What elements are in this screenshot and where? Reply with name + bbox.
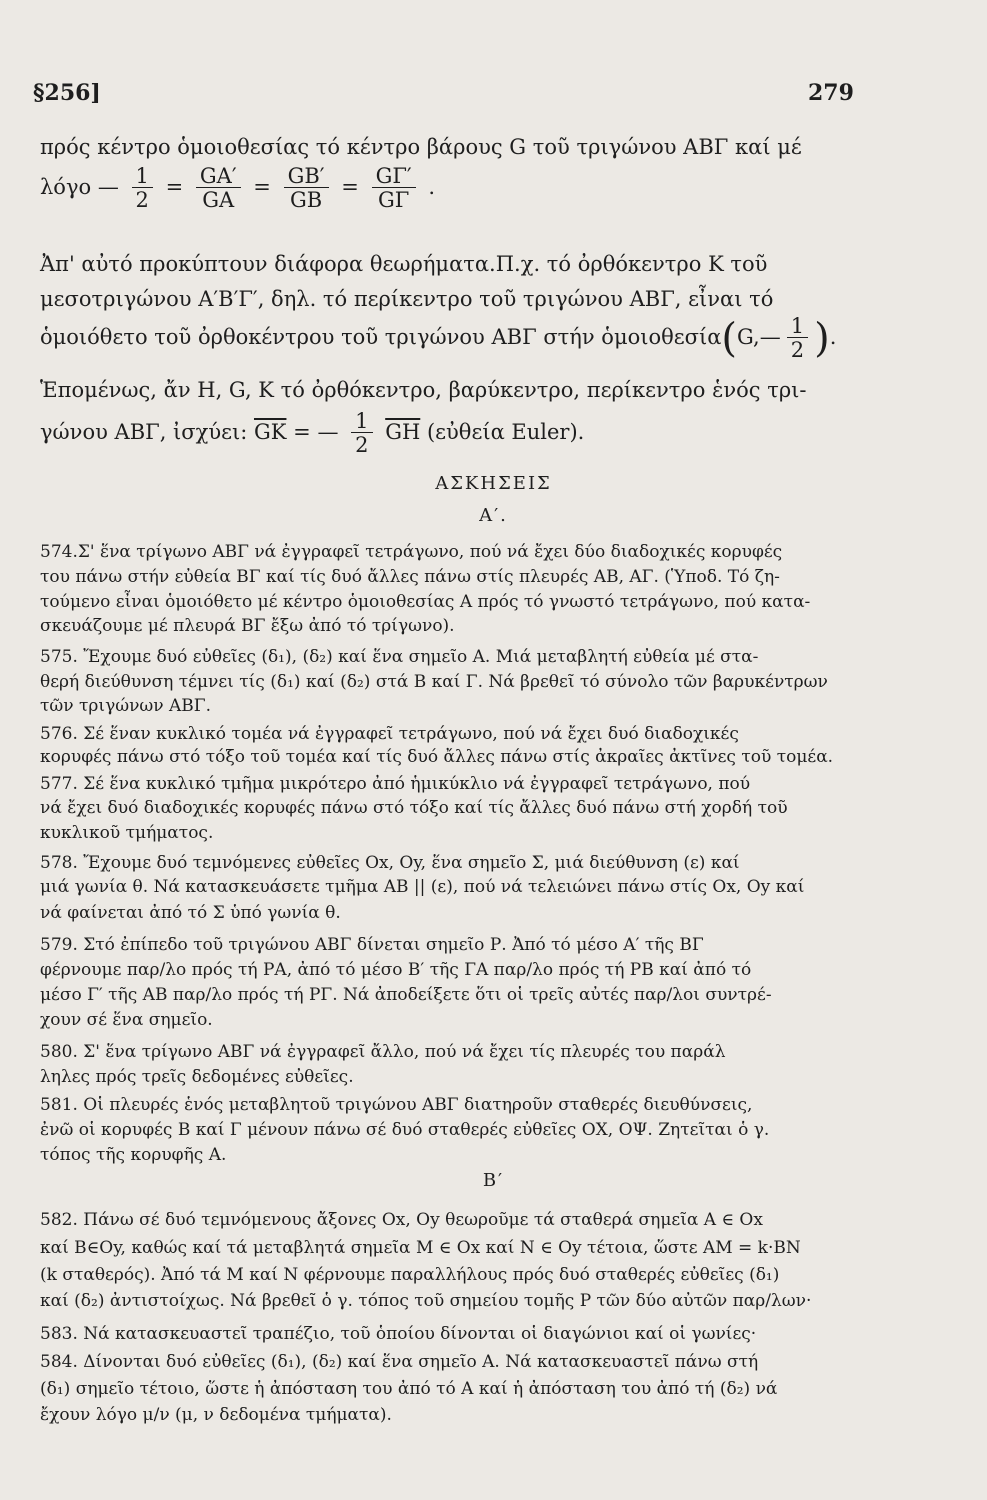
logo-word: λόγο [40, 175, 92, 199]
intro-line-5: ὁμοιόθετο τοῦ ὀρθοκέντρου τοῦ τριγώνου ΑΒΓ στήν ὁμοιοθεσία(G,— $\frac{1}{2}$ ). [40, 314, 837, 362]
text-line: του πάνω στήν εὐθεία ΒΓ καί τίς δυό ἄλλες πάνω στίς πλευρές ΑΒ, ΑΓ. (Ὑποδ. Τό ζη- [40, 567, 780, 587]
text-line: μιά γωνία θ. Νά κατασκευάσετε τμῆμα ΑΒ || (ε), πού νά τελειώνει πάνω στίς Οx, Οy καί [40, 877, 805, 897]
intro-line-4: μεσοτριγώνου Α′Β′Γ′, δηλ. τό περίκεντρο τοῦ τριγώνου ΑΒΓ, εἶναι τό [40, 287, 774, 311]
text-line: 580. Σ' ἕνα τρίγωνο ΑΒΓ νά ἐγγραφεῖ ἄλλο, πού νά ἔχει τίς πλευρές του παράλ [40, 1042, 726, 1062]
exercises-heading: ΑΣΚΗΣΕΙΣ [435, 473, 552, 494]
text-line: 575. Ἔχουμε δυό εὐθεῖες (δ₁), (δ₂) καί ἕνα σημεῖο Α. Μιά μεταβλητή εὐθεία μέ στα- [40, 647, 759, 667]
text-line: (k σταθερός). Ἀπό τά Μ καί Ν φέρνουμε παραλλήλους πρός δυό σταθερές εὐθεῖες (δ₁) [40, 1265, 780, 1285]
text-line: φέρνουμε παρ/λο πρός τή ΡΑ, ἀπό τό μέσο Β′ τῆς ΓΑ παρ/λο πρός τή ΡΒ καί ἀπό τό [40, 960, 752, 980]
text-line: 579. Στό ἐπίπεδο τοῦ τριγώνου ΑΒΓ δίνεται σημεῖο Ρ. Ἀπό τό μέσο Α′ τῆς ΒΓ [40, 935, 704, 955]
text-line: 574.Σ' ἕνα τρίγωνο ΑΒΓ νά ἐγγραφεῖ τετράγωνο, πού νά ἔχει δύο διαδοχικές κορυφές [40, 542, 783, 562]
text-line: τούμενο εἶναι ὁμοιόθετο μέ κέντρο ὁμοιοθεσίας Α πρός τό γνωστό τετράγωνο, πού κατα- [40, 592, 811, 612]
intro-line-6: Ἑπομένως, ἄν Η, G, Κ τό ὀρθόκεντρο, βαρύκεντρο, περίκεντρο ἑνός τρι- [40, 378, 807, 402]
text-line: ἐνῶ οἱ κορυφές Β καί Γ μένουν πάνω σέ δυό σταθερές εὐθεῖες ΟΧ, ΟΨ. Ζητεῖται ὁ γ. [40, 1120, 770, 1140]
fraction-gb: $\frac{GB'}{GB}$ [284, 165, 329, 212]
text-line: νά φαίνεται ἀπό τό Σ ὑπό γωνία θ. [40, 903, 341, 923]
section-marker: §256] [33, 80, 101, 106]
text-line: καί (δ₂) ἀντιστοίχως. Νά βρεθεῖ ὁ γ. τόπος τοῦ σημείου τομῆς Ρ τῶν δύο αὐτῶν παρ/λων· [40, 1291, 812, 1311]
text-line: 584. Δίνονται δυό εὐθεῖες (δ₁), (δ₂) καί ἕνα σημεῖο Α. Νά κατασκευαστεῖ πάνω στή [40, 1352, 759, 1372]
text-line: χουν σέ ἕνα σημεῖο. [40, 1010, 213, 1030]
text-line: ἔχουν λόγο μ/ν (μ, ν δεδομένα τμήματα). [40, 1405, 392, 1425]
text-line: τόπος τῆς κορυφῆς Α. [40, 1145, 227, 1165]
fraction-half-3: $\frac{1}{2}$ [351, 410, 372, 457]
subheading-a: Α′. [479, 505, 508, 526]
intro-line-3: Ἀπ' αὐτό προκύπτουν διάφορα θεωρήματα.Π.χ. τό ὀρθόκεντρο Κ τοῦ [40, 252, 768, 276]
ratio-equation: λόγο — $\frac{1}{2}$ = $\frac{GA'}{GA}$ = $\frac{GB'}{GB}$ = $\frac{G\Gamma'}{G\Gamma}$ . [40, 164, 436, 212]
text-line: κορυφές πάνω στό τόξο τοῦ τομέα καί τίς δυό ἄλλες πάνω στίς ἀκραῖες ἀκτῖνες τοῦ τομέα. [40, 747, 834, 767]
text-line: κυκλικοῦ τμήματος. [40, 823, 214, 843]
vector-gk: $\overline{GK}$ [253, 420, 287, 444]
euler-line: γώνου ΑΒΓ, ἰσχύει: $\overline{GK}$ = — $\frac{1}{2}$ $\overline{GH}$ (εὐθεία Euler). [40, 409, 585, 457]
text-line: τῶν τριγώνων ΑΒΓ. [40, 696, 211, 716]
fraction-half-2: $\frac{1}{2}$ [787, 315, 808, 362]
fraction-half: $\frac{1}{2}$ [132, 165, 153, 212]
text-line: σκευάζουμε μέ πλευρά ΒΓ ἔξω ἀπό τό τρίγωνο). [40, 616, 455, 636]
fraction-ga: $\frac{GA'}{GA}$ [196, 165, 241, 212]
text-line: 582. Πάνω σέ δυό τεμνόμενους ἄξονες Οx, Οy θεωροῦμε τά σταθερά σημεῖα Α ∈ Οx [40, 1210, 763, 1230]
intro-line-1: πρός κέντρο ὁμοιοθεσίας τό κέντρο βάρους G τοῦ τριγώνου ΑΒΓ καί μέ [40, 135, 802, 159]
text-line: 578. Ἔχουμε δυό τεμνόμενες εὐθεῖες Οx, Οy, ἕνα σημεῖο Σ, μιά διεύθυνση (ε) καί [40, 853, 740, 873]
vector-gh: $\overline{GH}$ [385, 420, 421, 444]
text-line: ληλες πρός τρεῖς δεδομένες εὐθεῖες. [40, 1067, 354, 1087]
text-line: 577. Σέ ἕνα κυκλικό τμῆμα μικρότερο ἀπό ἡμικύκλιο νά ἐγγραφεῖ τετράγωνο, πού [40, 774, 751, 794]
text-line: 581. Οἱ πλευρές ἑνός μεταβλητοῦ τριγώνου ΑΒΓ διατηροῦν σταθερές διευθύνσεις, [40, 1095, 753, 1115]
fraction-gg: $\frac{G\Gamma'}{G\Gamma}$ [372, 165, 416, 212]
text-line: νά ἔχει δυό διαδοχικές κορυφές πάνω στό τόξο καί τίς ἄλλες δυό πάνω στή χορδή τοῦ [40, 798, 788, 818]
text-line: μέσο Γ′ τῆς ΑΒ παρ/λο πρός τή ΡΓ. Νά ἀποδείξετε ὅτι οἱ τρεῖς αὐτές παρ/λοι συντρέ- [40, 985, 772, 1005]
text-line: 576. Σέ ἕναν κυκλικό τομέα νά ἐγγραφεῖ τετράγωνο, πού νά ἔχει δυό διαδοχικές [40, 724, 739, 744]
text-line: 583. Νά κατασκευαστεῖ τραπέζιο, τοῦ ὁποίου δίνονται οἱ διαγώνιοι καί οἱ γωνίες· [40, 1324, 757, 1344]
text-line: καί Β∈Οy, καθώς καί τά μεταβλητά σημεῖα Μ ∈ Οx καί Ν ∈ Οy τέτοια, ὥστε ΑΜ = k·ΒΝ [40, 1238, 801, 1258]
subheading-b: Β′ [482, 1170, 505, 1191]
text-line: θερή διεύθυνση τέμνει τίς (δ₁) καί (δ₂) στά Β καί Γ. Νά βρεθεῖ τό σύνολο τῶν βαρυκέντρων [40, 672, 828, 692]
page-number: 279 [808, 80, 854, 106]
text-line: (δ₁) σημεῖο τέτοιο, ὥστε ἡ ἀπόσταση του ἀπό τό Α καί ἡ ἀπόσταση του ἀπό τή (δ₂) νά [40, 1379, 778, 1399]
